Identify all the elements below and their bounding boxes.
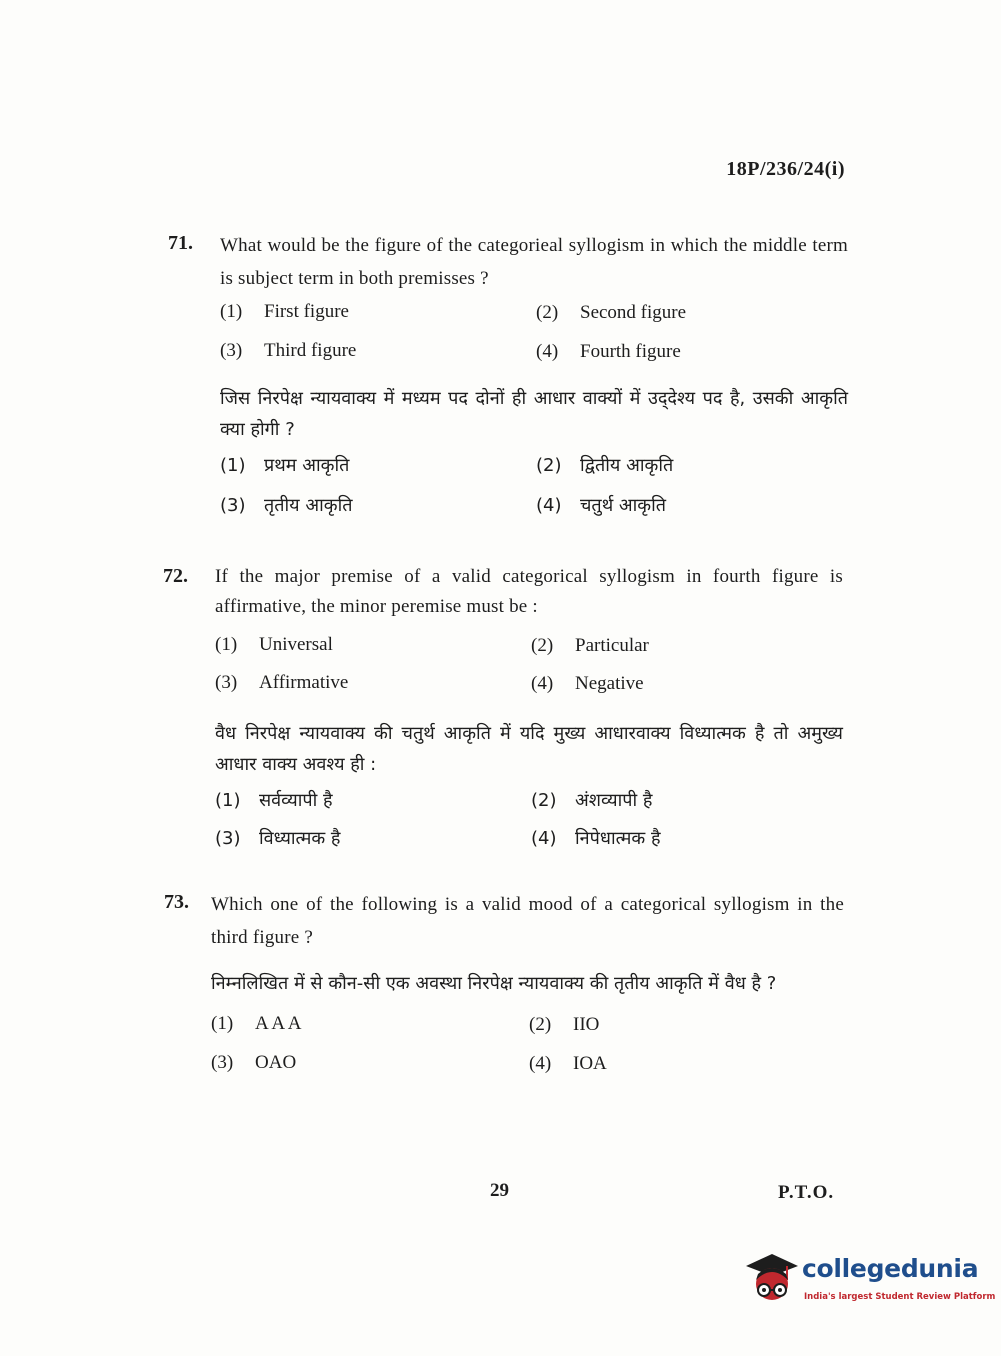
option-2-hi[interactable] <box>536 453 673 477</box>
option-3-hi[interactable] <box>215 826 340 850</box>
option-label: द्वितीय आकृति <box>580 455 674 476</box>
option-label: चतुर्थ आकृति <box>580 495 667 516</box>
option-4[interactable] <box>529 1053 607 1075</box>
option-label: Negative <box>575 673 644 694</box>
option-number: (3) <box>220 340 243 361</box>
option-label: Affirmative <box>259 672 349 693</box>
option-1-hi[interactable] <box>220 453 349 477</box>
page-number: 29 <box>490 1180 509 1201</box>
option-number: (1) <box>211 1013 234 1034</box>
option-label: First figure <box>264 301 349 322</box>
option-label: अंशव्यापी है <box>575 790 653 811</box>
option-number: (2) <box>529 1014 552 1035</box>
option-2[interactable] <box>531 635 649 657</box>
question-text-en: If the major premise of a valid categorical syllogism in fourth figure is affirmative, the minor peremise must be : <box>215 566 843 617</box>
question-number: 73. <box>164 891 189 913</box>
collegedunia-logo[interactable] <box>742 1248 996 1312</box>
option-1[interactable] <box>215 634 333 656</box>
option-label: Second figure <box>580 302 687 323</box>
question-text-en: Which one of the following is a valid mood of a categorical syllogism in the third figure ? <box>211 894 844 948</box>
option-3[interactable] <box>215 672 348 694</box>
option-label: प्रथम आकृति <box>264 455 350 476</box>
option-number: (4) <box>531 673 554 694</box>
options <box>211 999 844 1079</box>
option-number: (1) <box>215 790 241 811</box>
option-number: (1) <box>220 455 246 476</box>
option-4[interactable] <box>536 341 681 363</box>
option-3-hi[interactable] <box>220 493 353 517</box>
option-number: (3) <box>215 672 238 693</box>
option-number: (2) <box>536 455 562 476</box>
option-3[interactable] <box>220 340 356 362</box>
option-number: (4) <box>531 828 557 849</box>
question-text-hi: जिस निरपेक्ष न्यायवाक्य में मध्यम पद दोनों ही आधार वाक्यों में उद्‌देश्य पद है, उसकी आकृति क्या होगी ? <box>220 388 848 440</box>
option-label: Particular <box>575 635 649 656</box>
options-en <box>220 295 848 375</box>
question-text-hi: वैध निरपेक्ष न्यायवाक्य की चतुर्थ आकृति में यदि मुख्य आधारवाक्य विध्यात्मक है तो अमुख्य आधार वाक्य अवश्य ही : <box>215 723 843 775</box>
option-label: तृतीय आकृति <box>264 495 353 516</box>
option-3[interactable] <box>211 1052 296 1074</box>
option-label: सर्वव्यापी है <box>259 790 333 811</box>
option-number: (2) <box>531 635 554 656</box>
logo-name: collegedunia <box>802 1254 979 1283</box>
option-number: (3) <box>215 828 241 849</box>
question-72 <box>163 562 843 860</box>
option-label: Universal <box>259 634 333 655</box>
option-number: (4) <box>529 1053 552 1074</box>
options-en <box>215 622 843 706</box>
option-label: IOA <box>573 1053 607 1074</box>
option-number: (3) <box>220 495 246 516</box>
options-hi <box>215 780 843 860</box>
mascot-icon <box>742 1250 800 1308</box>
option-label: निपेधात्मक है <box>575 828 661 849</box>
option-1[interactable] <box>211 1013 301 1035</box>
option-label: IIO <box>573 1014 600 1035</box>
option-number: (1) <box>215 634 238 655</box>
option-label: A A A <box>255 1013 302 1034</box>
question-73 <box>164 888 844 1079</box>
pto-label: P.T.O. <box>778 1182 835 1203</box>
option-4-hi[interactable] <box>536 493 666 517</box>
option-number: (2) <box>531 790 557 811</box>
option-number: (3) <box>211 1052 234 1073</box>
question-number: 71. <box>168 232 193 254</box>
option-number: (4) <box>536 495 562 516</box>
option-1[interactable] <box>220 301 349 323</box>
option-label: विध्यात्मक है <box>259 828 341 849</box>
option-4-hi[interactable] <box>531 826 661 850</box>
page-code: 18P/236/24(i) <box>726 158 845 180</box>
option-2[interactable] <box>536 302 686 324</box>
question-number: 72. <box>163 565 188 587</box>
option-number: (1) <box>220 301 243 322</box>
option-label: OAO <box>255 1052 297 1073</box>
option-label: Fourth figure <box>580 341 681 362</box>
option-2-hi[interactable] <box>531 788 652 812</box>
question-text-en: What would be the figure of the categorieal syllogism in which the middle term is subject term in both premisses ? <box>220 235 848 289</box>
option-2[interactable] <box>529 1014 599 1036</box>
question-71 <box>168 229 848 525</box>
option-label: Third figure <box>264 340 357 361</box>
option-number: (2) <box>536 302 559 323</box>
option-4[interactable] <box>531 673 644 695</box>
option-1-hi[interactable] <box>215 788 333 812</box>
question-text-hi: निम्नलिखित में से कौन-सी एक अवस्था निरपेक्ष न्यायवाक्य की तृतीय आकृति में वैध है ? <box>211 973 777 994</box>
options-hi <box>220 445 848 525</box>
logo-tagline: India's largest Student Review Platform <box>804 1292 996 1302</box>
option-number: (4) <box>536 341 559 362</box>
